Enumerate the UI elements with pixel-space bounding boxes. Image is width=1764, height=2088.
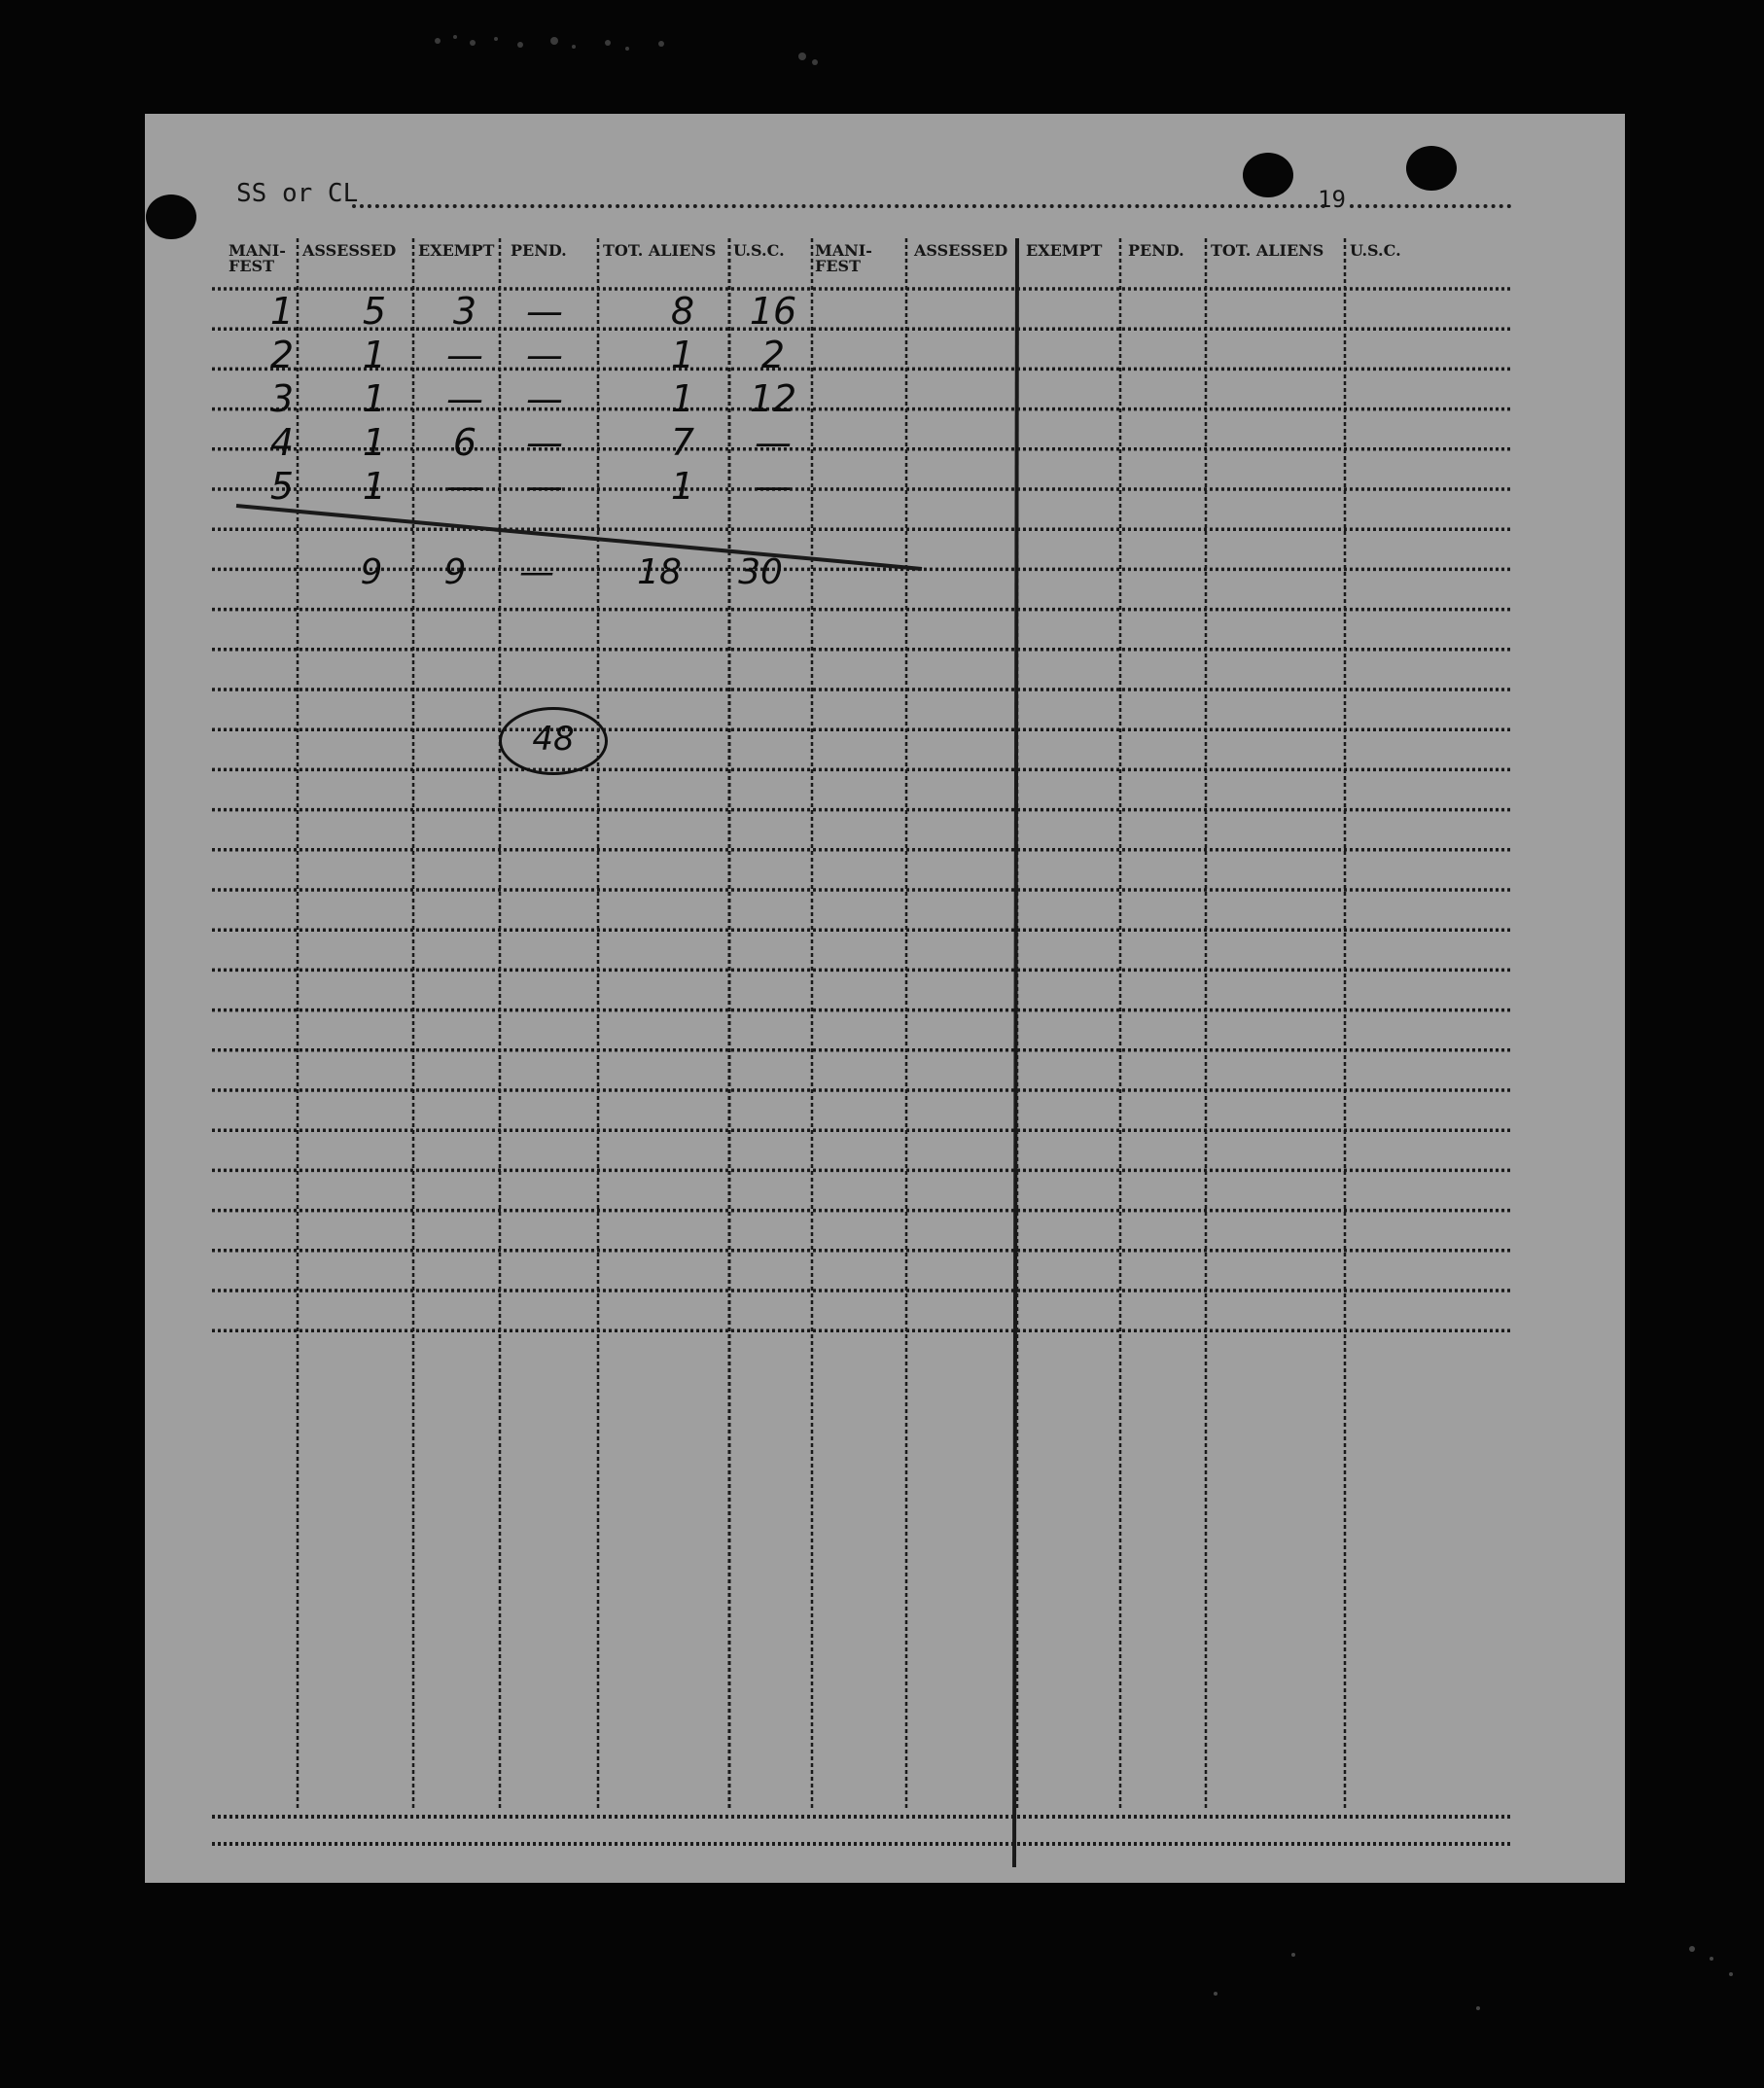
entry-manifest: 3 xyxy=(269,377,295,420)
col-assessed-right: ASSESSED xyxy=(914,241,1008,260)
total-tot-aliens: 18 xyxy=(637,552,682,592)
entry-tot-aliens: 1 xyxy=(670,465,695,508)
entry-usc: 16 xyxy=(749,290,797,333)
entry-tot-aliens: 1 xyxy=(670,334,695,376)
entry-pend: — xyxy=(526,421,563,464)
entry-exempt: — xyxy=(446,334,483,376)
total-pend: — xyxy=(519,552,554,592)
col-pend-left: PEND. xyxy=(511,241,567,260)
col-exempt-right: EXEMPT xyxy=(1026,241,1103,260)
col-manifest-left: MANI- FEST xyxy=(229,241,286,275)
entry-usc: — xyxy=(755,465,792,508)
col-tot-aliens-left: TOT. ALIENS xyxy=(603,241,717,260)
entry-assessed: 1 xyxy=(362,465,387,508)
total-assessed: 9 xyxy=(360,552,383,592)
entry-assessed: 1 xyxy=(362,377,387,420)
entry-pend: — xyxy=(526,465,563,508)
total-usc: 30 xyxy=(738,552,783,592)
col-usc-right: U.S.C. xyxy=(1350,241,1401,260)
col-assessed-left: ASSESSED xyxy=(302,241,397,260)
entry-assessed: 5 xyxy=(362,290,387,333)
col-usc-left: U.S.C. xyxy=(733,241,785,260)
entry-manifest: 2 xyxy=(269,334,295,376)
entry-exempt: — xyxy=(446,377,483,420)
entry-pend: — xyxy=(526,334,563,376)
entry-tot-aliens: 8 xyxy=(670,290,695,333)
col-exempt-left: EXEMPT xyxy=(418,241,495,260)
entry-assessed: 1 xyxy=(362,334,387,376)
entry-usc: 12 xyxy=(749,377,797,420)
total-rule-line xyxy=(236,506,922,569)
col-manifest-right: MANI- FEST xyxy=(815,241,872,275)
entry-tot-aliens: 7 xyxy=(670,421,695,464)
entry-exempt: 3 xyxy=(452,290,477,333)
entry-manifest: 5 xyxy=(269,465,295,508)
year-label: 19 xyxy=(1318,186,1346,213)
entry-exempt: 6 xyxy=(452,421,477,464)
col-pend-right: PEND. xyxy=(1128,241,1184,260)
ship-label: SS or CL xyxy=(236,179,359,208)
entry-manifest: 1 xyxy=(269,290,295,333)
grand-total: 48 xyxy=(532,720,575,759)
entry-assessed: 1 xyxy=(362,421,387,464)
entry-manifest: 4 xyxy=(269,421,295,464)
scan-speckle-bottom xyxy=(1070,1935,1750,2033)
entry-tot-aliens: 1 xyxy=(670,377,695,420)
col-tot-aliens-right: TOT. ALIENS xyxy=(1211,241,1324,260)
entry-pend: — xyxy=(526,290,563,333)
entry-exempt: — xyxy=(446,465,483,508)
entry-usc: — xyxy=(755,421,792,464)
total-exempt: 9 xyxy=(443,552,467,592)
entry-pend: — xyxy=(526,377,563,420)
grand-total-circle xyxy=(499,707,608,775)
entry-usc: 2 xyxy=(760,334,786,376)
